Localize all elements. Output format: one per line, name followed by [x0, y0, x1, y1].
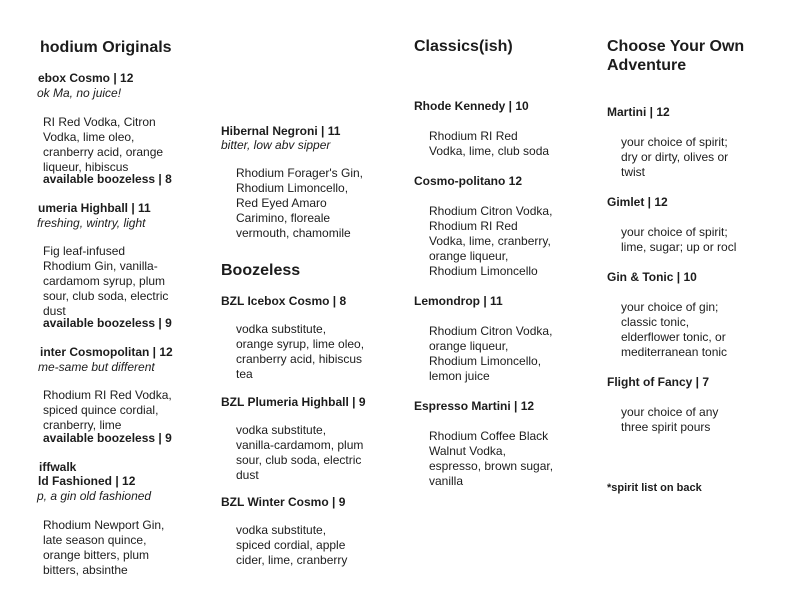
drink-tagline: ok Ma, no juice!: [37, 86, 122, 100]
drink-name: umeria Highball | 11: [38, 201, 151, 215]
drink-name: Espresso Martini | 12: [414, 399, 535, 413]
drink-description: Rhodium RI Red Vodka, spiced quince cordial, cranberry, lime: [43, 388, 172, 432]
drink-name: Flight of Fancy | 7: [607, 375, 710, 389]
drink-description: your choice of spirit; lime, sugar; up or rocl: [621, 225, 737, 254]
drink-description: Rhodium Forager's Gin, Rhodium Limoncello, Red Eyed Amaro Carimino, floreale vermouth, chamomile: [236, 166, 364, 240]
drink-name: iffwalk: [39, 460, 77, 474]
drink-name: BZL Plumeria Highball | 9: [221, 395, 366, 409]
boozeless-note: available boozeless | 8: [43, 172, 172, 186]
drink-name: Martini | 12: [607, 105, 670, 119]
drink-description: Rhodium Coffee Black Walnut Vodka, espresso, brown sugar, vanilla: [429, 429, 554, 488]
drink-name: BZL Winter Cosmo | 9: [221, 495, 346, 509]
drink-description: your choice of any three spirit pours: [621, 405, 719, 434]
drink-description: your choice of gin; classic tonic, elderflower tonic, or mediterranean tonic: [621, 300, 728, 359]
drink-name: Gin & Tonic | 10: [607, 270, 697, 284]
boozeless-note: available boozeless | 9: [43, 431, 172, 445]
drink-name: ld Fashioned | 12: [38, 474, 136, 488]
drink-description: RI Red Vodka, Citron Vodka, lime oleo, cranberry acid, orange liqueur, hibiscus: [43, 115, 164, 174]
drink-tagline: p, a gin old fashioned: [37, 489, 152, 503]
section-title-classics: Classics(ish): [414, 38, 513, 55]
drink-name: Gimlet | 12: [607, 195, 668, 209]
drink-name: inter Cosmopolitan | 12: [40, 345, 173, 359]
drink-description: Rhodium Citron Vodka, orange liqueur, Rhodium Limoncello, lemon juice: [429, 324, 553, 383]
drink-tagline: bitter, low abv sipper: [221, 138, 331, 152]
section-title-choose-your-own-adventure-line2: Adventure: [607, 57, 687, 74]
drink-description: Rhodium RI Red Vodka, lime, club soda: [429, 129, 550, 158]
section-title-rhodium-originals: hodium Originals: [40, 39, 172, 56]
drink-description: Rhodium Newport Gin, late season quince, orange bitters, plum bitters, absinthe: [43, 518, 165, 577]
drink-description: Rhodium Citron Vodka, Rhodium RI Red Vodka, lime, cranberry, orange liqueur, Rhodium Limoncello: [429, 204, 553, 278]
drink-name: Cosmo-politano 12: [414, 174, 523, 188]
drink-name: Rhode Kennedy | 10: [414, 99, 529, 113]
drink-description: Fig leaf-infused Rhodium Gin, vanilla- cardamom syrup, plum sour, club soda, electric dust: [43, 244, 169, 318]
section-title-choose-your-own-adventure: Choose Your Own: [607, 38, 745, 55]
section-title-boozeless: Boozeless: [221, 262, 301, 279]
drink-name: BZL Icebox Cosmo | 8: [221, 294, 347, 308]
drink-tagline: me-same but different: [38, 360, 155, 374]
drink-name: ebox Cosmo | 12: [38, 71, 134, 85]
boozeless-note: available boozeless | 9: [43, 316, 172, 330]
drink-description: vodka substitute, vanilla-cardamom, plum sour, club soda, electric dust: [236, 423, 364, 482]
drink-tagline: freshing, wintry, light: [37, 216, 146, 230]
drink-description: your choice of spirit; dry or dirty, olives or twist: [621, 135, 729, 179]
drink-name: Hibernal Negroni | 11: [221, 124, 341, 138]
drink-name: Lemondrop | 11: [414, 294, 503, 308]
drink-description: vodka substitute, spiced cordial, apple cider, lime, cranberry: [236, 523, 348, 567]
drink-description: vodka substitute, orange syrup, lime oleo, cranberry acid, hibiscus tea: [236, 322, 365, 381]
spirit-list-footnote: *spirit list on back: [607, 482, 702, 494]
